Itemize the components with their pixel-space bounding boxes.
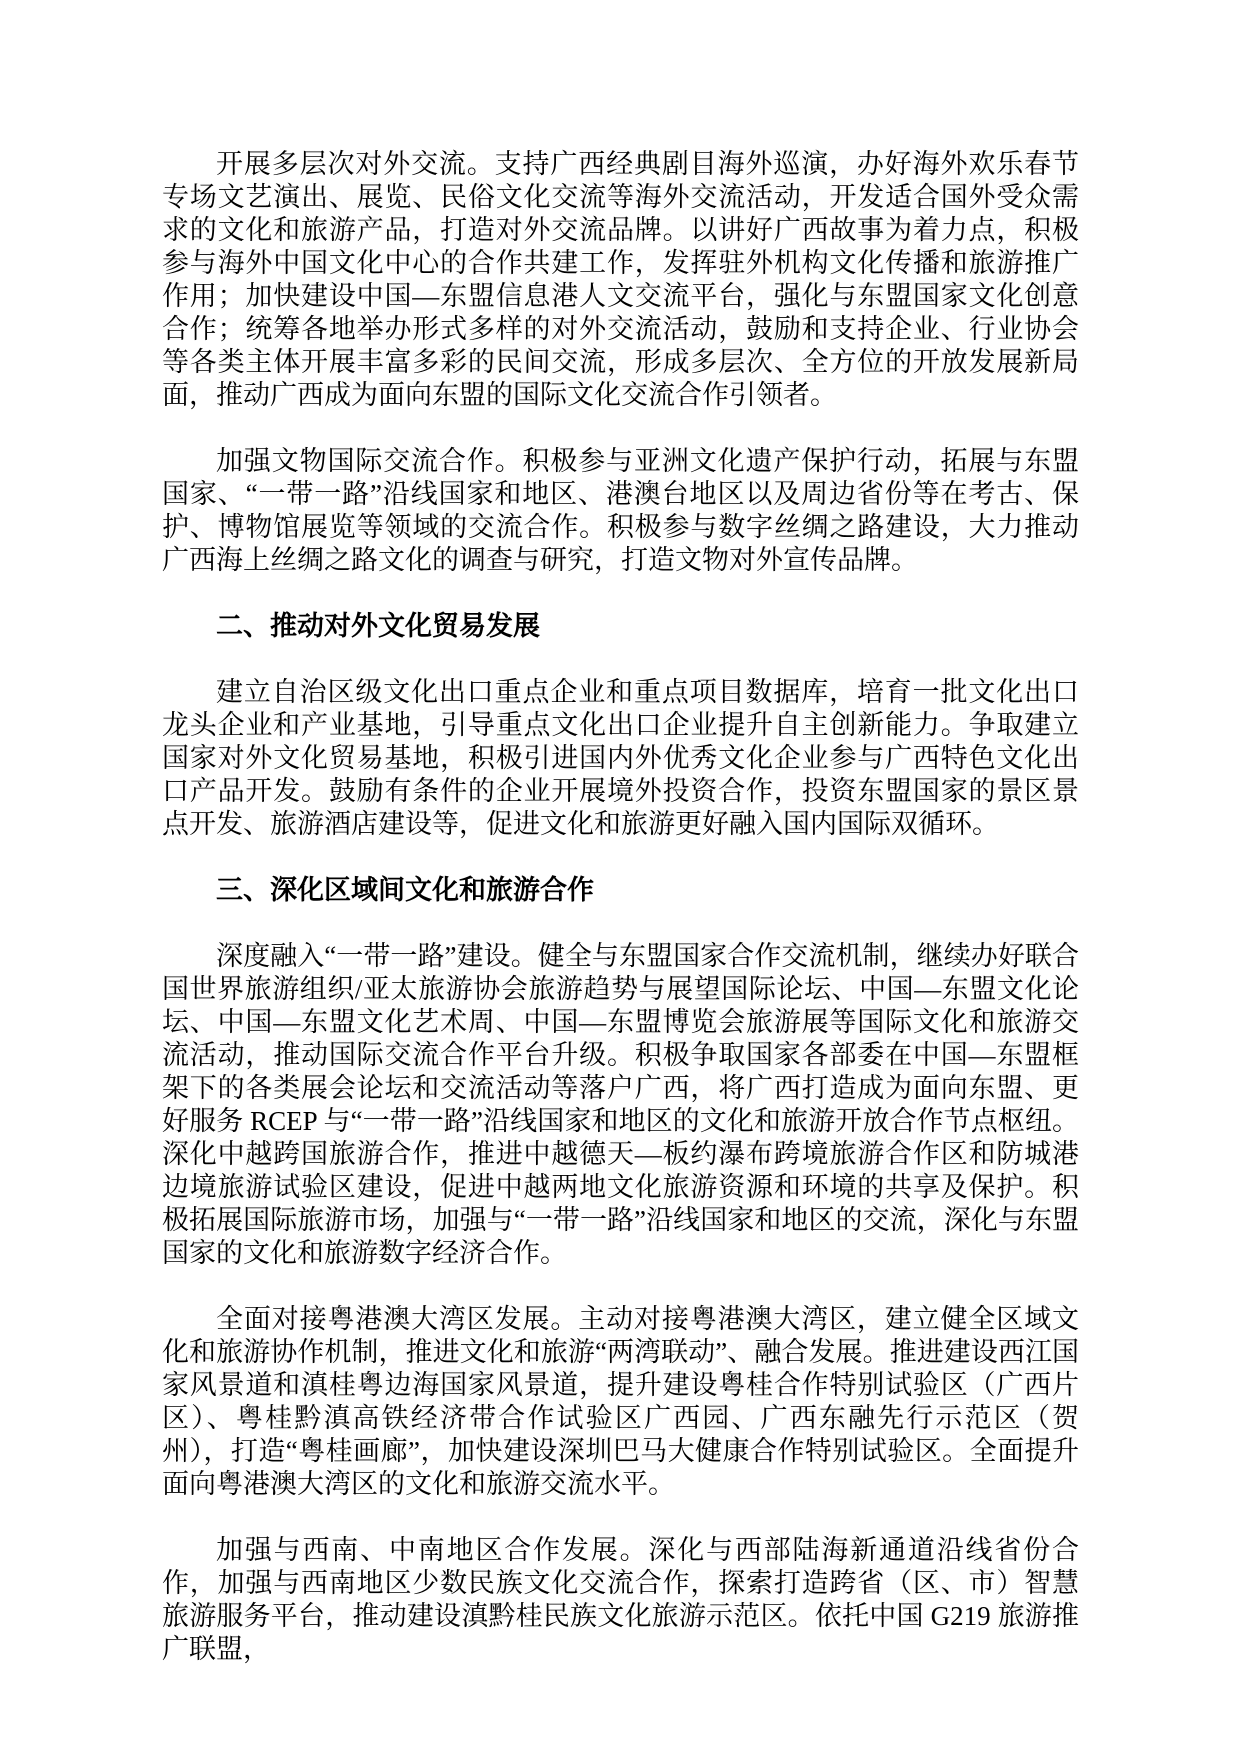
paragraph-cultural-relics-cooperation: 加强文物国际交流合作。积极参与亚洲文化遗产保护行动，拓展与东盟国家、“一带一路”沿线国家和地区、港澳台地区以及周边省份等在考古、保护、博物馆展览等领域的交流合作。积极参与数字丝绸之路建设，大力推动广西海上丝绸之路文化的调查与研究，打造文物对外宣传品牌。: [162, 446, 1079, 575]
section-heading-3-regional-cooperation: 三、深化区域间文化和旅游合作: [216, 875, 594, 905]
paragraph-belt-and-road: 深度融入“一带一路”建设。健全与东盟国家合作交流机制，继续办好联合国世界旅游组织/亚太旅游协会旅游趋势与展望国际论坛、中国—东盟文化论坛、中国—东盟文化艺术周、中国—东盟博览会旅游展等国际文化和旅游交流活动，推动国际交流合作平台升级。积极争取国家各部委在中国—东盟框架下的各类展会论坛和交流活动等落户广西，将广西打造成为面向东盟、更好服务 RCEP 与“一带一路”沿线国家和地区的文化和旅游开放合作节点枢纽。深化中越跨国旅游合作，推进中越德天—板约瀑布跨境旅游合作区和防城港边境旅游试验区建设，促进中越两地文化旅游资源和环境的共享及保护。积极拓展国际旅游市场，加强与“一带一路”沿线国家和地区的交流，深化与东盟国家的文化和旅游数字经济合作。: [162, 941, 1079, 1268]
paragraph-southwest-central-south: 加强与西南、中南地区合作发展。深化与西部陆海新通道沿线省份合作，加强与西南地区少数民族文化交流合作，探索打造跨省（区、市）智慧旅游服务平台，推动建设滇黔桂民族文化旅游示范区。依托中国 G219 旅游推广联盟，: [162, 1535, 1079, 1664]
paragraph-cultural-export: 建立自治区级文化出口重点企业和重点项目数据库，培育一批文化出口龙头企业和产业基地，引导重点文化出口企业提升自主创新能力。争取建立国家对外文化贸易基地，积极引进国内外优秀文化企业参与广西特色文化出口产品开发。鼓励有条件的企业开展境外投资合作，投资东盟国家的景区景点开发、旅游酒店建设等，促进文化和旅游更好融入国内国际双循环。: [162, 677, 1079, 839]
paragraph-foreign-exchange: 开展多层次对外交流。支持广西经典剧目海外巡演，办好海外欢乐春节专场文艺演出、展览、民俗文化交流等海外交流活动，开发适合国外受众需求的文化和旅游产品，打造对外交流品牌。以讲好广西故事为着力点，积极参与海外中国文化中心的合作共建工作，发挥驻外机构文化传播和旅游推广作用；加快建设中国—东盟信息港人文交流平台，强化与东盟国家文化创意合作；统筹各地举办形式多样的对外交流活动，鼓励和支持企业、行业协会等各类主体开展丰富多彩的民间交流，形成多层次、全方位的开放发展新局面，推动广西成为面向东盟的国际文化交流合作引领者。: [162, 149, 1079, 410]
paragraph-greater-bay-area: 全面对接粤港澳大湾区发展。主动对接粤港澳大湾区，建立健全区域文化和旅游协作机制，推进文化和旅游“两湾联动”、融合发展。推进建设西江国家风景道和滇桂粤边海国家风景道，提升建设粤桂合作特别试验区（广西片区）、粤桂黔滇高铁经济带合作试验区广西园、广西东融先行示范区（贺州），打造“粤桂画廊”，加快建设深圳巴马大健康合作特别试验区。全面提升面向粤港澳大湾区的文化和旅游交流水平。: [162, 1304, 1079, 1499]
section-heading-2-cultural-trade: 二、推动对外文化贸易发展: [216, 611, 540, 641]
